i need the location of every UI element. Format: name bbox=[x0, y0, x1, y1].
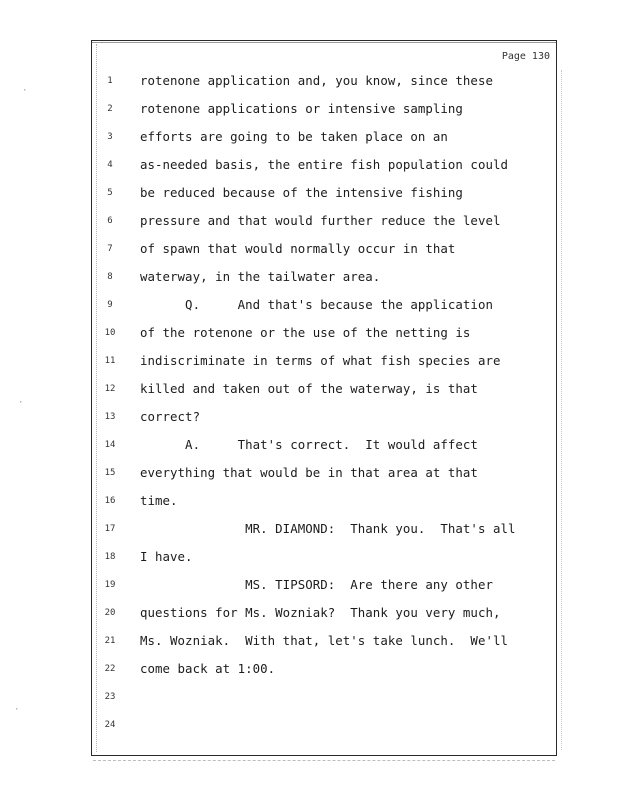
transcript-line bbox=[96, 158, 556, 186]
line-number: 16 bbox=[104, 496, 116, 506]
line-number: 11 bbox=[104, 356, 116, 366]
line-text: questions for Ms. Wozniak? Thank you very much, bbox=[140, 605, 501, 620]
line-text: come back at 1:00. bbox=[140, 661, 276, 676]
line-text: everything that would be in that area at that bbox=[140, 465, 478, 480]
transcript-line bbox=[96, 718, 556, 746]
line-text: I have. bbox=[140, 549, 193, 564]
line-text: rotenone applications or intensive sampling bbox=[140, 101, 463, 116]
line-text: rotenone application and, you know, since these bbox=[140, 73, 493, 88]
transcript-line bbox=[96, 186, 556, 214]
transcript-line bbox=[96, 214, 556, 242]
line-number: 22 bbox=[104, 664, 116, 674]
transcript-line bbox=[96, 326, 556, 354]
line-number: 15 bbox=[104, 468, 116, 478]
line-text: of spawn that would normally occur in that bbox=[140, 241, 456, 256]
transcript-line bbox=[96, 242, 556, 270]
line-text: of the rotenone or the use of the netting is bbox=[140, 325, 471, 340]
transcript-line bbox=[96, 606, 556, 634]
line-number: 3 bbox=[107, 132, 113, 142]
transcript-line bbox=[96, 130, 556, 158]
line-number: 1 bbox=[107, 76, 113, 86]
line-text: time. bbox=[140, 493, 178, 508]
transcript-line bbox=[96, 466, 556, 494]
line-number: 12 bbox=[104, 384, 116, 394]
transcript-line bbox=[96, 74, 556, 102]
transcript-line bbox=[96, 382, 556, 410]
line-number: 14 bbox=[104, 440, 116, 450]
line-number: 5 bbox=[107, 188, 113, 198]
right-margin-rule bbox=[561, 70, 562, 750]
transcript-line bbox=[96, 522, 556, 550]
transcript-line bbox=[96, 438, 556, 466]
scan-speck: · bbox=[22, 86, 28, 96]
line-number: 19 bbox=[104, 580, 116, 590]
bottom-border-strip bbox=[93, 760, 555, 761]
line-text: as-needed basis, the entire fish population could bbox=[140, 157, 508, 172]
line-text: MS. TIPSORD: Are there any other bbox=[140, 577, 493, 592]
line-number: 18 bbox=[104, 552, 116, 562]
line-number: 17 bbox=[104, 524, 116, 534]
line-text: Q. And that's because the application bbox=[140, 297, 493, 312]
transcript-line bbox=[96, 102, 556, 130]
line-text: correct? bbox=[140, 409, 201, 424]
scan-speck: · bbox=[14, 705, 20, 715]
transcript-line bbox=[96, 634, 556, 662]
line-text: Ms. Wozniak. With that, let's take lunch. We'll bbox=[140, 633, 508, 648]
transcript-line bbox=[96, 270, 556, 298]
transcript-line bbox=[96, 354, 556, 382]
line-text: waterway, in the tailwater area. bbox=[140, 269, 381, 284]
line-number: 23 bbox=[104, 692, 116, 702]
page-number: Page 130 bbox=[501, 51, 550, 62]
transcript-line bbox=[96, 578, 556, 606]
line-text: MR. DIAMOND: Thank you. That's all bbox=[140, 521, 516, 536]
scan-speck: · bbox=[18, 398, 24, 408]
line-number: 6 bbox=[107, 216, 113, 226]
line-number: 24 bbox=[104, 720, 116, 730]
line-number: 9 bbox=[107, 300, 113, 310]
line-number: 4 bbox=[107, 160, 113, 170]
line-text: be reduced because of the intensive fishing bbox=[140, 185, 463, 200]
transcript-line bbox=[96, 550, 556, 578]
transcript-line bbox=[96, 298, 556, 326]
line-text: killed and taken out of the waterway, is that bbox=[140, 381, 478, 396]
line-text: pressure and that would further reduce the level bbox=[140, 213, 501, 228]
transcript-line bbox=[96, 662, 556, 690]
line-number: 8 bbox=[107, 272, 113, 282]
line-number: 2 bbox=[107, 104, 113, 114]
line-number: 21 bbox=[104, 636, 116, 646]
line-number: 13 bbox=[104, 412, 116, 422]
line-text: efforts are going to be taken place on an bbox=[140, 129, 448, 144]
transcript-line bbox=[96, 690, 556, 718]
line-number: 20 bbox=[104, 608, 116, 618]
line-text: A. That's correct. It would affect bbox=[140, 437, 478, 452]
line-text: indiscriminate in terms of what fish species are bbox=[140, 353, 501, 368]
line-number: 10 bbox=[104, 328, 116, 338]
transcript-line bbox=[96, 494, 556, 522]
transcript-line bbox=[96, 410, 556, 438]
line-number: 7 bbox=[107, 244, 113, 254]
